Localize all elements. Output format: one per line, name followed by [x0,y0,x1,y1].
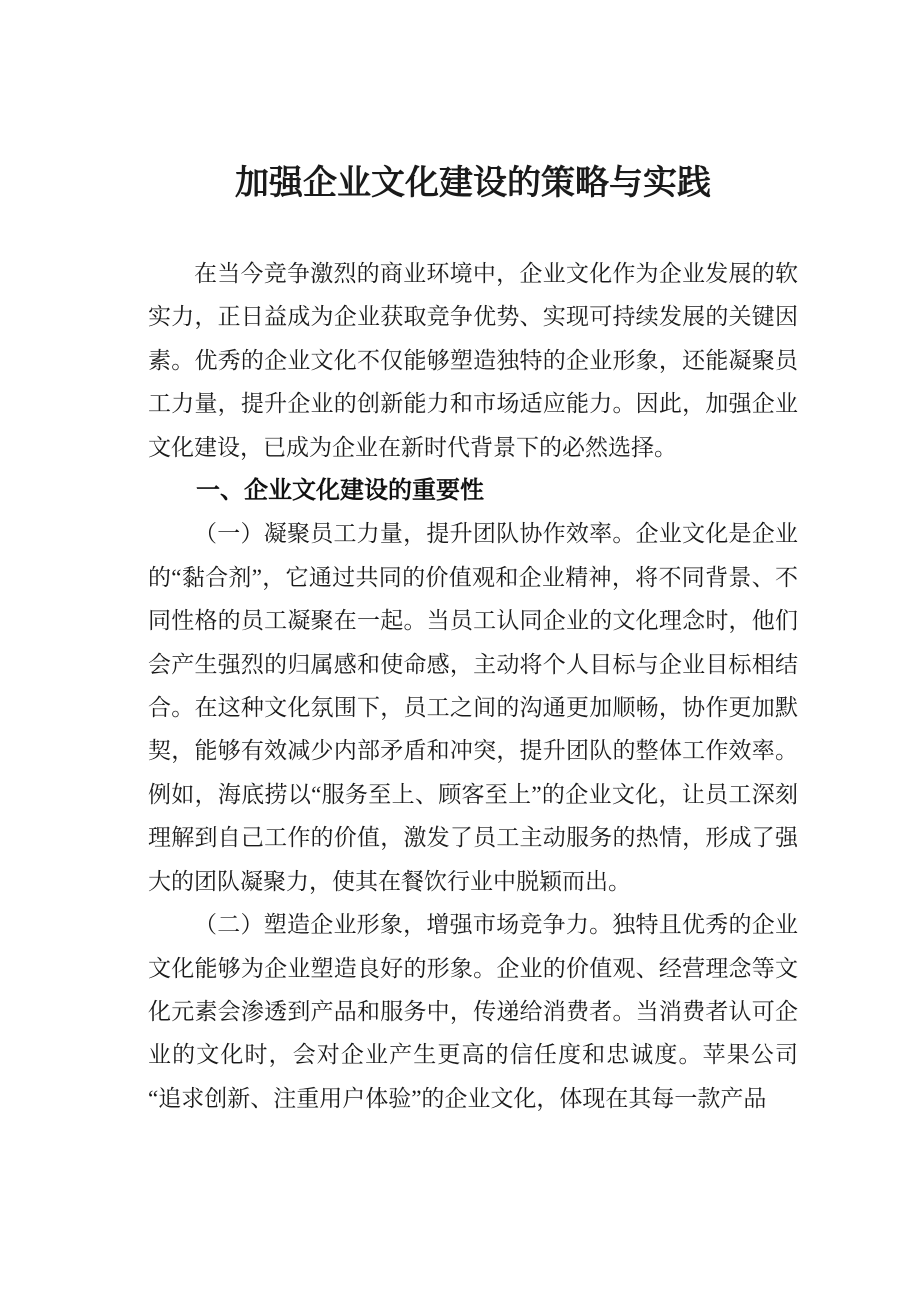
paragraph-point-1: （一）凝聚员工力量，提升团队协作效率。企业文化是企业的“黏合剂”，它通过共同的价值观和企业精神，将不同背景、不同性格的员工凝聚在一起。当员工认同企业的文化理念时，他们会产生强烈的归属感和使命感，主动将个人目标与企业目标相结合。在这种文化氛围下，员工之间的沟通更加顺畅，协作更加默契，能够有效减少内部矛盾和冲突，提升团队的整体工作效率。例如，海底捞以“服务至上、顾客至上”的企业文化，让员工深刻理解到自己工作的价值，激发了员工主动服务的热情，形成了强大的团队凝聚力，使其在餐饮行业中脱颖而出。 [148,521,798,894]
document-title: 加强企业文化建设的策略与实践 [235,165,711,202]
paragraph-point-2: （二）塑造企业形象，增强市场竞争力。独特且优秀的企业文化能够为企业塑造良好的形象。企业的价值观、经营理念等文化元素会渗透到产品和服务中，传递给消费者。当消费者认可企业的文化时，会对企业产生更高的信任度和忠诚度。苹果公司“追求创新、注重用户体验”的企业文化，体现在其每一款产品 [148,912,798,1111]
document-content [148,0,798,1120]
section-heading-importance: 一、企业文化建设的重要性 [196,477,484,505]
intro-paragraph: 在当今竞争激烈的商业环境中，企业文化作为企业发展的软实力，正日益成为企业获取竞争优势、实现可持续发展的关键因素。优秀的企业文化不仅能够塑造独特的企业形象，还能凝聚员工力量，提升企业的创新能力和市场适应能力。因此，加强企业文化建设，已成为企业在新时代背景下的必然选择。 [148,261,798,460]
